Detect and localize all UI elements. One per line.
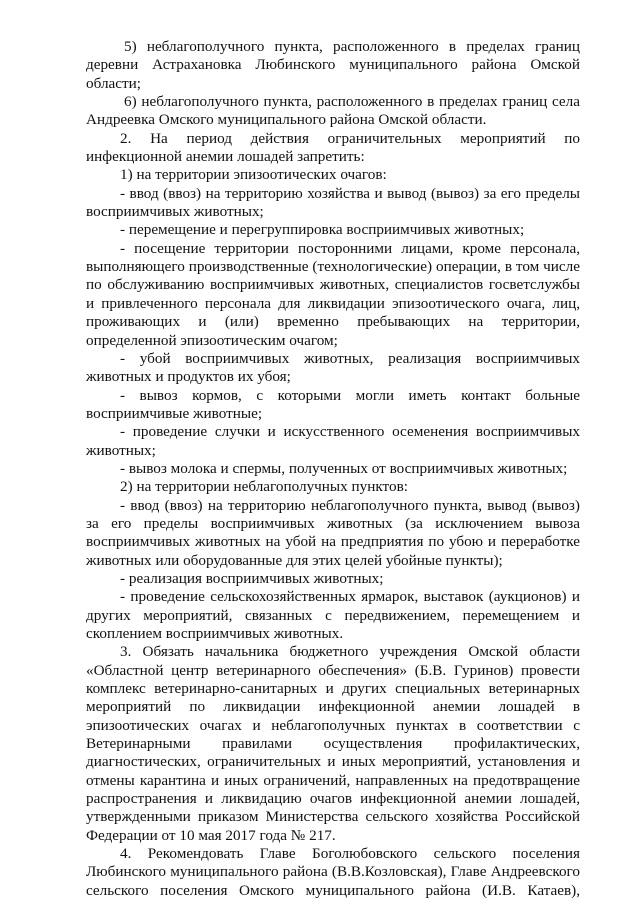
paragraph-clause-2: 2. На период действия ограничительных мероприятий по инфекционной анемии лошадей запретить: [86,129,580,166]
paragraph-bullet-milk: - вывоз молока и спермы, полученных от восприимчивых животных; [120,459,568,477]
paragraph-item-6: 6) неблагополучного пункта, расположенного в пределах границ села Андреевка Омского муниципального района Омской области. [86,93,580,129]
paragraph-bullet-feed: - вывоз кормов, с которыми могли иметь контакт больные восприимчивые животные; [86,386,580,422]
paragraph-clause-3: 3. Обязать начальника бюджетного учреждения Омской области «Областной центр ветеринарного обеспечения» (Б.В. Гуринов) провести комплекс ветеринарно-санитарных и других специальных ветеринарных мероприятий по ликвидации инфекционной анемии лошадей в эпизоотических очагах и неблагополучных пунктах в соответствии с Ветеринарными правилами осуществления профилактических, диагностических, ограничительных и иных мероприятий, установления и отмены карантина и иных ограничений, направленных на предотвращение распространения и ликвидацию очагов инфекционной анемии лошадей, утвержденными приказом Министерства сельского хозяйства Российской Федерации от 10 мая 2017 года № 217. [86,643,580,844]
paragraph-bullet-visits: - посещение территории посторонними лицами, кроме персонала, выполняющего производственные (технологические) операции, в том числе по обслуживанию восприимчивых животных, специалистов госветслужбы и привлеченного персонала для ликвидации эпизоотического очага, лиц, проживающих и (или) временно пребывающих на территории, определенной эпизоотическим очагом; [86,239,580,349]
paragraph-clause-4: 4. Рекомендовать Главе Боголюбовского сельского поселения Любинского муниципального района (В.В.Козловская), Главе Андреевского сельского поселения Омского муниципального района (И.В. Катаев), [86,845,580,899]
paragraph-subclause-2: 2) на территории неблагополучных пунктов: [120,478,408,496]
paragraph-bullet-entry: - ввод (ввоз) на территорию хозяйства и вывод (вывоз) за его пределы восприимчивых животных; [86,184,580,221]
paragraph-bullet-slaughter: - убой восприимчивых животных, реализация восприимчивых животных и продуктов их убоя; [86,349,580,386]
document-page [86,38,580,900]
paragraph-bullet-sale: - реализация восприимчивых животных; [120,569,384,587]
paragraph-bullet-fairs: - проведение сельскохозяйственных ярмарок, выставок (аукционов) и других мероприятий, связанных с передвижением, перемещением и скоплением восприимчивых животных. [86,588,580,642]
paragraph-bullet-breeding: - проведение случки и искусственного осеменения восприимчивых животных; [86,423,580,459]
paragraph-subclause-1: 1) на территории эпизоотических очагов: [120,166,387,184]
paragraph-bullet-point-entry: - ввод (ввоз) на территорию неблагополучного пункта, вывод (вывоз) за его пределы восприимчивых животных (за исключением вывоза восприимчивых животных на убой на предприятия по убою и переработке животных или оборудованные для этих целей убойные пункты); [86,496,580,569]
paragraph-item-5: 5) неблагополучного пункта, расположенного в пределах границ деревни Астрахановка Любинского муниципального района Омской области; [86,38,580,92]
paragraph-bullet-regrouping: - перемещение и перегруппировка восприимчивых животных; [120,221,525,239]
